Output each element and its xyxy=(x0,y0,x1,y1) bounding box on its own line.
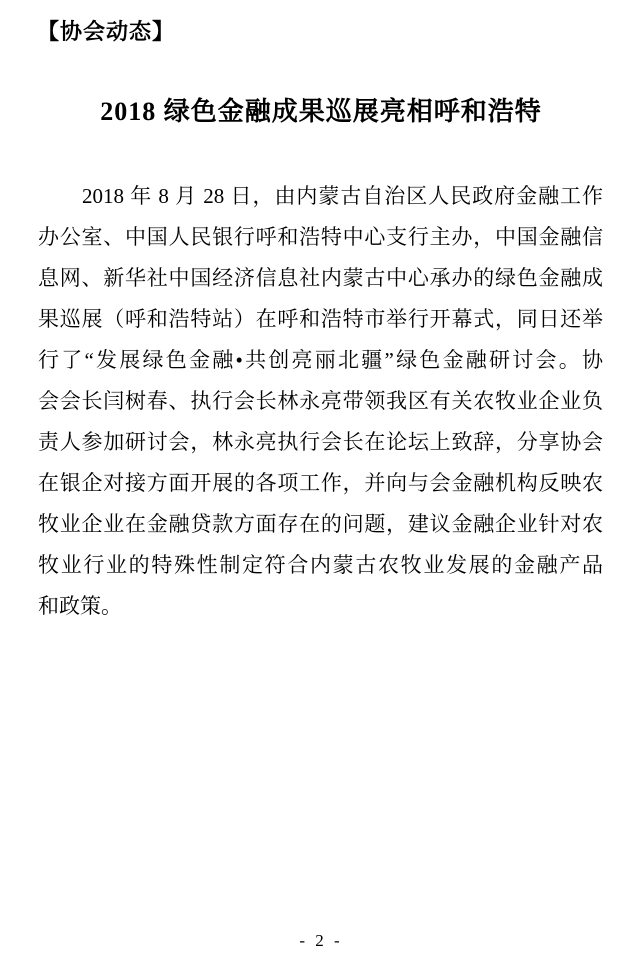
body-line: 牧业行业的特殊性制定符合内蒙古农牧业发展的金融产品 xyxy=(38,553,603,577)
article-title: 2018 绿色金融成果巡展亮相呼和浩特 xyxy=(100,97,542,126)
body-line: 责人参加研讨会，林永亮执行会长在论坛上致辞，分享协会 xyxy=(38,430,603,454)
body-line: 牧业企业在金融贷款方面存在的问题，建议金融企业针对农 xyxy=(38,512,603,536)
body-line: 息网、新华社中国经济信息社内蒙古中心承办的绿色金融成 xyxy=(38,266,603,290)
body-line: 行了“发展绿色金融•共创亮丽北疆”绿色金融研讨会。协 xyxy=(38,348,603,372)
section-label: 【协会动态】 xyxy=(37,19,176,44)
body-line: 果巡展（呼和浩特站）在呼和浩特市举行开幕式，同日还举 xyxy=(38,307,603,331)
body-line: 2018 年 8 月 28 日，由内蒙古自治区人民政府金融工作 xyxy=(82,184,603,208)
body-line: 在银企对接方面开展的各项工作，并向与会金融机构反映农 xyxy=(38,471,603,495)
article-body xyxy=(38,176,603,627)
body-line: 和政策。 xyxy=(38,594,122,618)
page-number: - 2 - xyxy=(299,931,343,950)
body-line: 会会长闫树春、执行会长林永亮带领我区有关农牧业企业负 xyxy=(38,389,603,413)
body-line: 办公室、中国人民银行呼和浩特中心支行主办，中国金融信 xyxy=(38,225,603,249)
